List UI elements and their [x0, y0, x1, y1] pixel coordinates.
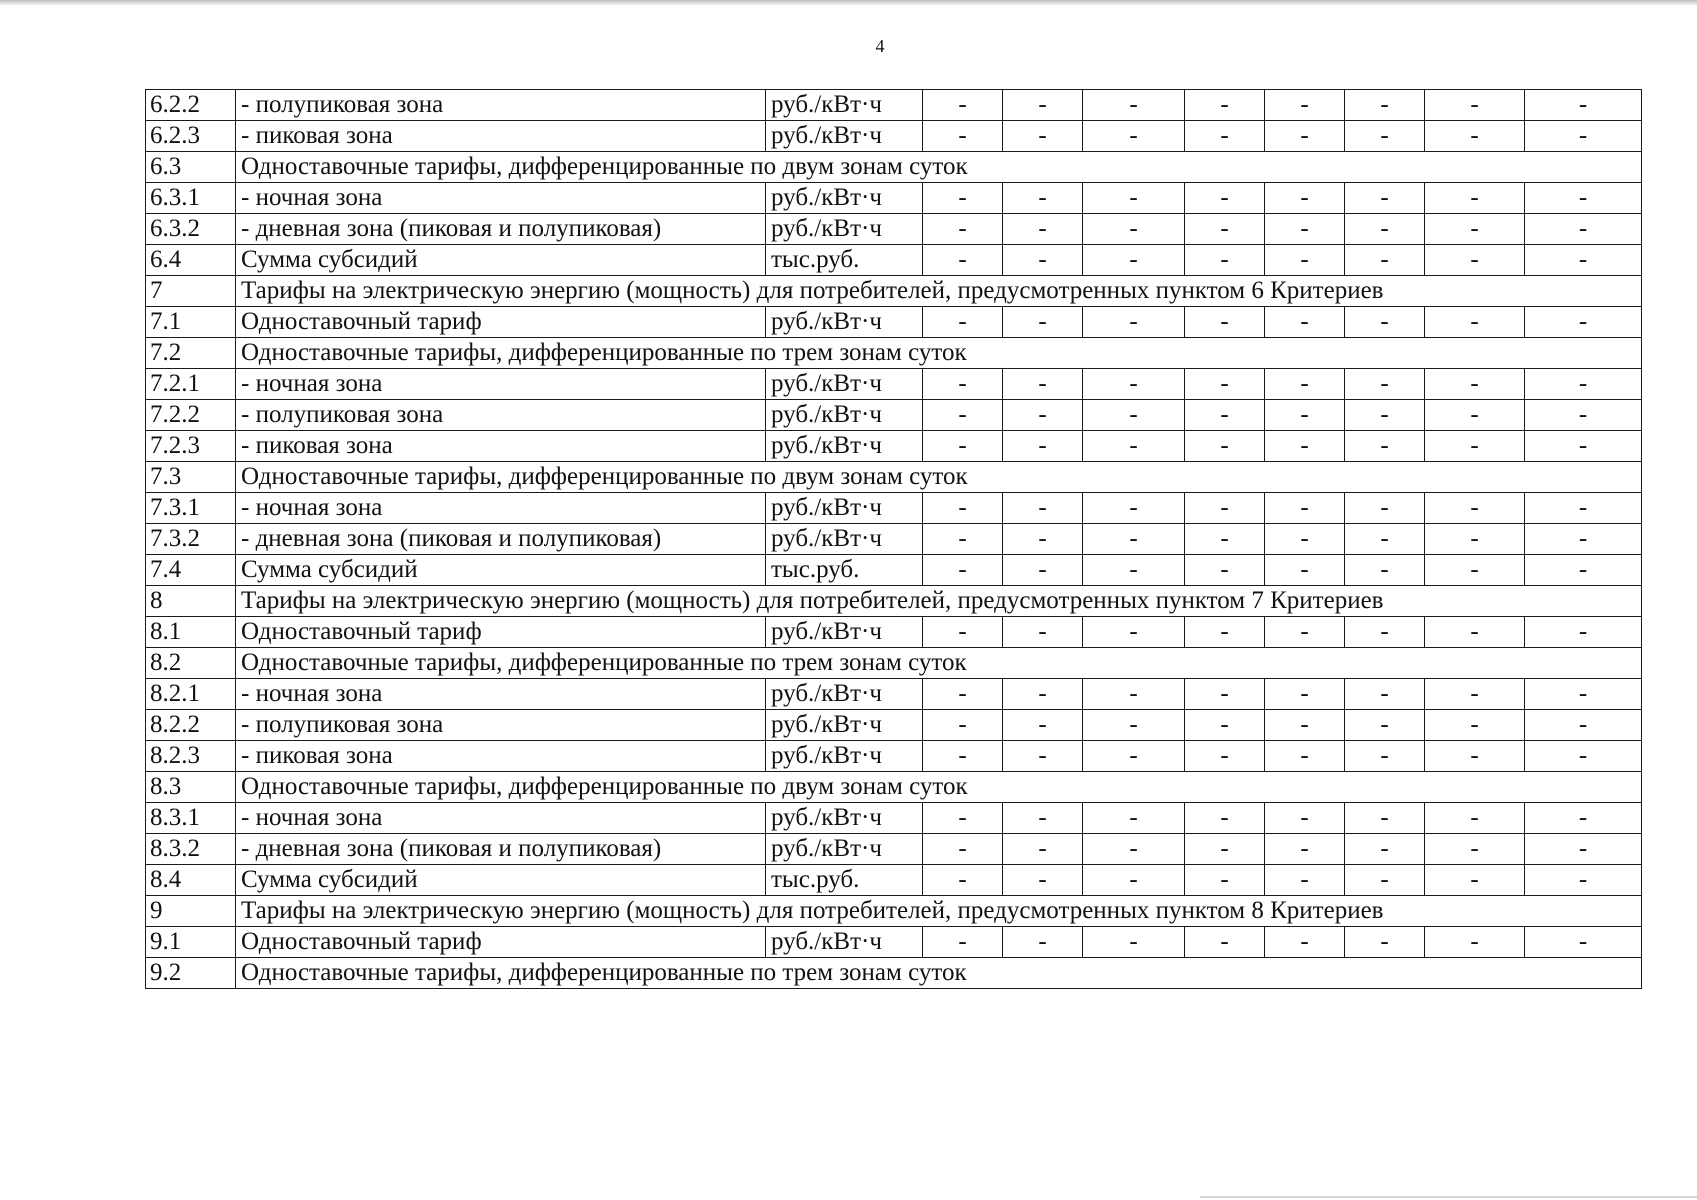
value-cell: - — [1265, 121, 1345, 152]
value-cell: - — [1425, 524, 1525, 555]
value-cell: - — [1083, 121, 1185, 152]
value-cell: - — [1185, 741, 1265, 772]
value-cell: - — [1345, 493, 1425, 524]
section-heading: Одноставочные тарифы, дифференцированные по двум зонам суток — [236, 772, 1642, 803]
row-number: 7.2 — [146, 338, 236, 369]
table-row — [146, 369, 1642, 400]
row-unit: руб./кВт·ч — [766, 834, 923, 865]
row-unit: руб./кВт·ч — [766, 927, 923, 958]
row-label: Сумма субсидий — [236, 555, 766, 586]
value-cell: - — [923, 834, 1003, 865]
section-heading: Одноставочные тарифы, дифференцированные по трем зонам суток — [236, 648, 1642, 679]
row-unit: руб./кВт·ч — [766, 493, 923, 524]
value-cell: - — [1265, 214, 1345, 245]
value-cell: - — [1083, 431, 1185, 462]
row-number: 6.4 — [146, 245, 236, 276]
value-cell: - — [923, 307, 1003, 338]
value-cell: - — [1003, 307, 1083, 338]
section-heading: Тарифы на электрическую энергию (мощность) для потребителей, предусмотренных пунктом 6 Критериев — [236, 276, 1642, 307]
section-heading: Тарифы на электрическую энергию (мощность) для потребителей, предусмотренных пунктом 8 Критериев — [236, 896, 1642, 927]
row-unit: руб./кВт·ч — [766, 214, 923, 245]
row-number: 9.1 — [146, 927, 236, 958]
value-cell: - — [1345, 555, 1425, 586]
row-number: 7.3.2 — [146, 524, 236, 555]
row-label: - пиковая зона — [236, 121, 766, 152]
value-cell: - — [1185, 90, 1265, 121]
table-row — [146, 493, 1642, 524]
value-cell: - — [1003, 803, 1083, 834]
row-label: Сумма субсидий — [236, 865, 766, 896]
value-cell: - — [1425, 679, 1525, 710]
scan-edge-top — [0, 0, 1697, 6]
value-cell: - — [1525, 90, 1642, 121]
value-cell: - — [1525, 617, 1642, 648]
value-cell: - — [1425, 865, 1525, 896]
table-row — [146, 462, 1642, 493]
row-number: 7.2.3 — [146, 431, 236, 462]
value-cell: - — [1525, 121, 1642, 152]
table-row — [146, 648, 1642, 679]
row-label: - ночная зона — [236, 369, 766, 400]
value-cell: - — [1265, 741, 1345, 772]
value-cell: - — [923, 555, 1003, 586]
value-cell: - — [1003, 245, 1083, 276]
row-label: - полупиковая зона — [236, 400, 766, 431]
value-cell: - — [1083, 369, 1185, 400]
value-cell: - — [1083, 865, 1185, 896]
row-label: - дневная зона (пиковая и полупиковая) — [236, 524, 766, 555]
value-cell: - — [1525, 183, 1642, 214]
row-unit: руб./кВт·ч — [766, 431, 923, 462]
value-cell: - — [1345, 121, 1425, 152]
value-cell: - — [1265, 493, 1345, 524]
row-label: Одноставочный тариф — [236, 617, 766, 648]
row-unit: тыс.руб. — [766, 555, 923, 586]
value-cell: - — [1265, 927, 1345, 958]
value-cell: - — [1345, 307, 1425, 338]
value-cell: - — [1083, 90, 1185, 121]
row-number: 6.3.2 — [146, 214, 236, 245]
value-cell: - — [1525, 803, 1642, 834]
value-cell: - — [1083, 307, 1185, 338]
table-row — [146, 555, 1642, 586]
row-number: 7 — [146, 276, 236, 307]
value-cell: - — [1185, 431, 1265, 462]
value-cell: - — [923, 865, 1003, 896]
value-cell: - — [1265, 524, 1345, 555]
value-cell: - — [1425, 555, 1525, 586]
scan-edge-bottom — [1200, 1196, 1697, 1198]
row-number: 6.2.2 — [146, 90, 236, 121]
value-cell: - — [1265, 865, 1345, 896]
value-cell: - — [1185, 803, 1265, 834]
value-cell: - — [923, 617, 1003, 648]
value-cell: - — [923, 803, 1003, 834]
value-cell: - — [1003, 710, 1083, 741]
value-cell: - — [1185, 183, 1265, 214]
row-label: - пиковая зона — [236, 431, 766, 462]
value-cell: - — [923, 927, 1003, 958]
value-cell: - — [1425, 834, 1525, 865]
value-cell: - — [1083, 400, 1185, 431]
table-row — [146, 958, 1642, 989]
row-number: 7.4 — [146, 555, 236, 586]
value-cell: - — [1003, 927, 1083, 958]
row-number: 8.2.3 — [146, 741, 236, 772]
value-cell: - — [923, 245, 1003, 276]
row-number: 6.3 — [146, 152, 236, 183]
value-cell: - — [1425, 245, 1525, 276]
value-cell: - — [1003, 834, 1083, 865]
table-row — [146, 307, 1642, 338]
value-cell: - — [923, 741, 1003, 772]
value-cell: - — [1003, 121, 1083, 152]
value-cell: - — [1185, 524, 1265, 555]
value-cell: - — [1083, 617, 1185, 648]
value-cell: - — [1265, 555, 1345, 586]
row-number: 7.3 — [146, 462, 236, 493]
row-number: 8.1 — [146, 617, 236, 648]
value-cell: - — [1265, 90, 1345, 121]
table-row — [146, 679, 1642, 710]
value-cell: - — [1425, 121, 1525, 152]
value-cell: - — [1003, 524, 1083, 555]
table-row — [146, 338, 1642, 369]
value-cell: - — [1265, 307, 1345, 338]
value-cell: - — [1425, 927, 1525, 958]
row-number: 7.1 — [146, 307, 236, 338]
value-cell: - — [1425, 431, 1525, 462]
row-number: 6.3.1 — [146, 183, 236, 214]
value-cell: - — [1525, 400, 1642, 431]
table-row — [146, 927, 1642, 958]
value-cell: - — [1083, 524, 1185, 555]
row-unit: руб./кВт·ч — [766, 183, 923, 214]
row-unit: руб./кВт·ч — [766, 121, 923, 152]
value-cell: - — [1083, 803, 1185, 834]
value-cell: - — [1525, 710, 1642, 741]
value-cell: - — [1083, 493, 1185, 524]
row-label: - дневная зона (пиковая и полупиковая) — [236, 834, 766, 865]
table-row — [146, 431, 1642, 462]
value-cell: - — [1083, 183, 1185, 214]
value-cell: - — [1425, 307, 1525, 338]
value-cell: - — [1265, 834, 1345, 865]
table-row — [146, 710, 1642, 741]
value-cell: - — [1525, 307, 1642, 338]
value-cell: - — [1083, 555, 1185, 586]
row-unit: руб./кВт·ч — [766, 400, 923, 431]
row-label: Одноставочный тариф — [236, 927, 766, 958]
value-cell: - — [1185, 493, 1265, 524]
table-row — [146, 865, 1642, 896]
table-row — [146, 834, 1642, 865]
table-row — [146, 152, 1642, 183]
value-cell: - — [1003, 865, 1083, 896]
row-number: 8 — [146, 586, 236, 617]
value-cell: - — [1185, 214, 1265, 245]
value-cell: - — [1525, 679, 1642, 710]
value-cell: - — [1185, 307, 1265, 338]
value-cell: - — [1525, 431, 1642, 462]
section-heading: Одноставочные тарифы, дифференцированные по трем зонам суток — [236, 958, 1642, 989]
row-unit: руб./кВт·ч — [766, 524, 923, 555]
value-cell: - — [1525, 245, 1642, 276]
value-cell: - — [1425, 493, 1525, 524]
value-cell: - — [1345, 524, 1425, 555]
value-cell: - — [1345, 679, 1425, 710]
row-label: - полупиковая зона — [236, 710, 766, 741]
value-cell: - — [1345, 400, 1425, 431]
value-cell: - — [1425, 803, 1525, 834]
row-number: 7.3.1 — [146, 493, 236, 524]
table-row — [146, 121, 1642, 152]
value-cell: - — [1003, 431, 1083, 462]
row-label: - ночная зона — [236, 493, 766, 524]
value-cell: - — [1265, 245, 1345, 276]
value-cell: - — [1003, 90, 1083, 121]
table-row — [146, 90, 1642, 121]
value-cell: - — [923, 524, 1003, 555]
value-cell: - — [1345, 245, 1425, 276]
table-row — [146, 245, 1642, 276]
row-unit: руб./кВт·ч — [766, 617, 923, 648]
value-cell: - — [923, 710, 1003, 741]
value-cell: - — [1003, 183, 1083, 214]
value-cell: - — [1345, 710, 1425, 741]
row-unit: тыс.руб. — [766, 245, 923, 276]
value-cell: - — [1083, 710, 1185, 741]
value-cell: - — [923, 431, 1003, 462]
table-row — [146, 586, 1642, 617]
value-cell: - — [1345, 927, 1425, 958]
value-cell: - — [1265, 679, 1345, 710]
value-cell: - — [1185, 679, 1265, 710]
row-unit: тыс.руб. — [766, 865, 923, 896]
value-cell: - — [923, 679, 1003, 710]
value-cell: - — [1345, 369, 1425, 400]
value-cell: - — [1185, 369, 1265, 400]
row-number: 7.2.1 — [146, 369, 236, 400]
value-cell: - — [1345, 90, 1425, 121]
value-cell: - — [1425, 400, 1525, 431]
table-row — [146, 400, 1642, 431]
value-cell: - — [1345, 741, 1425, 772]
row-label: - полупиковая зона — [236, 90, 766, 121]
value-cell: - — [1003, 617, 1083, 648]
value-cell: - — [1525, 524, 1642, 555]
table-row — [146, 214, 1642, 245]
value-cell: - — [1003, 679, 1083, 710]
table-row — [146, 276, 1642, 307]
row-label: - ночная зона — [236, 183, 766, 214]
value-cell: - — [1083, 245, 1185, 276]
value-cell: - — [1425, 183, 1525, 214]
value-cell: - — [1185, 400, 1265, 431]
section-heading: Одноставочные тарифы, дифференцированные по двум зонам суток — [236, 152, 1642, 183]
value-cell: - — [1525, 865, 1642, 896]
table-row — [146, 524, 1642, 555]
value-cell: - — [1525, 927, 1642, 958]
row-number: 8.3.2 — [146, 834, 236, 865]
value-cell: - — [1345, 865, 1425, 896]
table-row — [146, 803, 1642, 834]
value-cell: - — [1525, 369, 1642, 400]
page-number: 4 — [875, 36, 885, 56]
value-cell: - — [1083, 927, 1185, 958]
value-cell: - — [923, 369, 1003, 400]
value-cell: - — [1083, 741, 1185, 772]
value-cell: - — [1525, 834, 1642, 865]
value-cell: - — [1003, 214, 1083, 245]
row-unit: руб./кВт·ч — [766, 307, 923, 338]
row-number: 7.2.2 — [146, 400, 236, 431]
value-cell: - — [1185, 245, 1265, 276]
row-unit: руб./кВт·ч — [766, 803, 923, 834]
row-number: 8.2 — [146, 648, 236, 679]
row-label: Одноставочный тариф — [236, 307, 766, 338]
value-cell: - — [1425, 369, 1525, 400]
value-cell: - — [1525, 741, 1642, 772]
value-cell: - — [1083, 834, 1185, 865]
value-cell: - — [1265, 710, 1345, 741]
section-heading: Одноставочные тарифы, дифференцированные по двум зонам суток — [236, 462, 1642, 493]
section-heading: Одноставочные тарифы, дифференцированные по трем зонам суток — [236, 338, 1642, 369]
value-cell: - — [1525, 493, 1642, 524]
value-cell: - — [1525, 214, 1642, 245]
row-label: - пиковая зона — [236, 741, 766, 772]
value-cell: - — [923, 90, 1003, 121]
row-number: 6.2.3 — [146, 121, 236, 152]
value-cell: - — [1185, 121, 1265, 152]
row-label: Сумма субсидий — [236, 245, 766, 276]
value-cell: - — [1265, 617, 1345, 648]
table-row — [146, 741, 1642, 772]
row-unit: руб./кВт·ч — [766, 90, 923, 121]
value-cell: - — [1185, 710, 1265, 741]
value-cell: - — [1185, 555, 1265, 586]
value-cell: - — [1345, 214, 1425, 245]
value-cell: - — [923, 214, 1003, 245]
value-cell: - — [1003, 400, 1083, 431]
table-body — [146, 90, 1642, 989]
row-number: 8.3 — [146, 772, 236, 803]
table-row — [146, 896, 1642, 927]
row-unit: руб./кВт·ч — [766, 679, 923, 710]
value-cell: - — [1003, 369, 1083, 400]
value-cell: - — [1003, 493, 1083, 524]
value-cell: - — [1003, 741, 1083, 772]
value-cell: - — [923, 400, 1003, 431]
row-unit: руб./кВт·ч — [766, 710, 923, 741]
section-heading: Тарифы на электрическую энергию (мощность) для потребителей, предусмотренных пунктом 7 Критериев — [236, 586, 1642, 617]
value-cell: - — [1265, 400, 1345, 431]
value-cell: - — [1425, 214, 1525, 245]
row-number: 8.3.1 — [146, 803, 236, 834]
row-number: 8.2.2 — [146, 710, 236, 741]
row-number: 9 — [146, 896, 236, 927]
value-cell: - — [1185, 865, 1265, 896]
value-cell: - — [1003, 555, 1083, 586]
value-cell: - — [1525, 555, 1642, 586]
row-label: - ночная зона — [236, 803, 766, 834]
value-cell: - — [923, 183, 1003, 214]
value-cell: - — [1345, 183, 1425, 214]
value-cell: - — [1265, 431, 1345, 462]
tariff-table — [145, 89, 1642, 989]
row-number: 8.4 — [146, 865, 236, 896]
value-cell: - — [923, 493, 1003, 524]
value-cell: - — [1265, 803, 1345, 834]
value-cell: - — [1425, 710, 1525, 741]
row-label: - дневная зона (пиковая и полупиковая) — [236, 214, 766, 245]
row-unit: руб./кВт·ч — [766, 369, 923, 400]
row-unit: руб./кВт·ч — [766, 741, 923, 772]
table-row — [146, 183, 1642, 214]
value-cell: - — [923, 121, 1003, 152]
value-cell: - — [1083, 679, 1185, 710]
value-cell: - — [1345, 431, 1425, 462]
value-cell: - — [1345, 803, 1425, 834]
value-cell: - — [1265, 183, 1345, 214]
row-number: 9.2 — [146, 958, 236, 989]
table-row — [146, 617, 1642, 648]
row-number: 8.2.1 — [146, 679, 236, 710]
value-cell: - — [1185, 617, 1265, 648]
value-cell: - — [1185, 927, 1265, 958]
table-row — [146, 772, 1642, 803]
value-cell: - — [1083, 214, 1185, 245]
row-label: - ночная зона — [236, 679, 766, 710]
value-cell: - — [1345, 617, 1425, 648]
value-cell: - — [1425, 90, 1525, 121]
value-cell: - — [1185, 834, 1265, 865]
value-cell: - — [1425, 617, 1525, 648]
value-cell: - — [1425, 741, 1525, 772]
value-cell: - — [1265, 369, 1345, 400]
value-cell: - — [1345, 834, 1425, 865]
